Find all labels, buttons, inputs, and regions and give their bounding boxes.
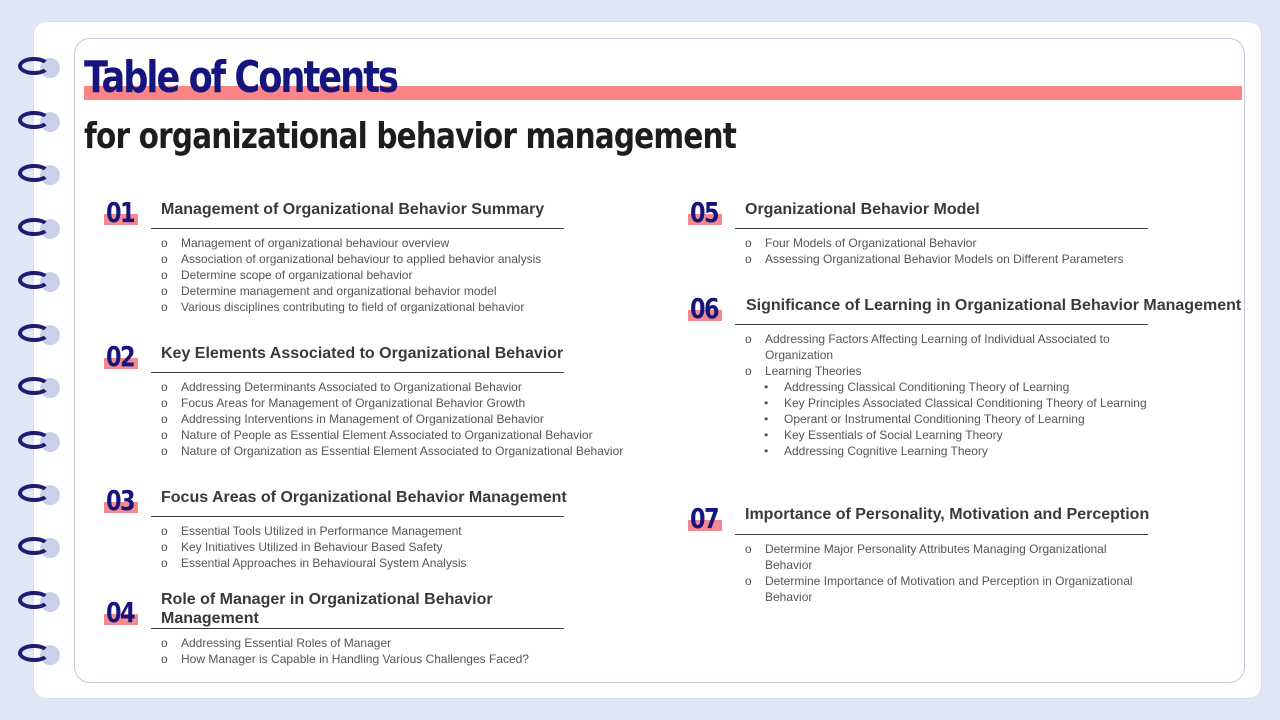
section-number-01: 01	[104, 196, 144, 234]
section-number-04: 04	[104, 596, 144, 634]
section-list-07	[745, 541, 1145, 605]
list-item: o Key Initiatives Utilized in Behaviour Based Safety	[161, 539, 467, 555]
sub-list-item: • Operant or Instrumental Conditioning Theory of Learning	[745, 411, 1150, 427]
list-item: o Various disciplines contributing to field of organizational behavior	[161, 299, 541, 315]
list-item: o Assessing Organizational Behavior Models on Different Parameters	[745, 251, 1124, 267]
list-item: o Determine Importance of Motivation and Perception in Organizational Behavior	[745, 573, 1145, 605]
section-title-05: Organizational Behavior Model	[745, 201, 980, 218]
sub-list-item: • Addressing Cognitive Learning Theory	[745, 443, 1150, 459]
spiral-ring-icon	[16, 536, 66, 562]
section-divider	[151, 628, 564, 629]
section-title-02: Key Elements Associated to Organizational Behavior	[161, 345, 564, 362]
section-title-01: Management of Organizational Behavior Summary	[161, 201, 545, 218]
list-item: o Determine management and organizational behavior model	[161, 283, 541, 299]
section-title-06: Significance of Learning in Organizational Behavior Management	[746, 297, 1242, 314]
list-item: o Management of organizational behaviour overview	[161, 235, 541, 251]
spiral-ring-icon	[16, 323, 66, 349]
list-item: o How Manager is Capable in Handling Various Challenges Faced?	[161, 651, 529, 667]
spiral-ring-icon	[16, 483, 66, 509]
section-list-06	[745, 331, 1150, 459]
spiral-ring-icon	[16, 430, 66, 456]
sub-list-item: • Key Essentials of Social Learning Theory	[745, 427, 1150, 443]
section-number-05: 05	[688, 196, 728, 234]
list-item: o Learning Theories	[745, 363, 1150, 379]
list-item: o Determine Major Personality Attributes Managing Organizational Behavior	[745, 541, 1145, 573]
section-divider	[735, 228, 1148, 229]
list-item: o Association of organizational behaviour to applied behavior analysis	[161, 251, 541, 267]
sub-list-item: • Addressing Classical Conditioning Theory of Learning	[745, 379, 1150, 395]
spiral-ring-icon	[16, 376, 66, 402]
page-title: Table of Contents	[84, 52, 397, 103]
section-list-01	[161, 235, 541, 315]
list-item: o Addressing Factors Affecting Learning of Individual Associated to Organization	[745, 331, 1150, 363]
list-item: o Addressing Interventions in Management of Organizational Behavior	[161, 411, 623, 427]
section-divider	[151, 228, 564, 229]
section-divider	[151, 372, 564, 373]
list-item: o Nature of Organization as Essential Element Associated to Organizational Behavior	[161, 443, 623, 459]
section-list-03	[161, 523, 467, 571]
section-list-02	[161, 379, 623, 459]
section-number-02: 02	[104, 340, 144, 378]
list-item: o Essential Approaches in Behavioural System Analysis	[161, 555, 467, 571]
spiral-ring-icon	[16, 56, 66, 82]
section-title-07: Importance of Personality, Motivation and Perception	[745, 506, 1150, 523]
section-number-06: 06	[688, 292, 728, 330]
spiral-ring-icon	[16, 270, 66, 296]
spiral-ring-icon	[16, 163, 66, 189]
section-divider	[735, 534, 1148, 535]
section-divider	[151, 516, 564, 517]
spiral-ring-icon	[16, 643, 66, 669]
list-item: o Focus Areas for Management of Organizational Behavior Growth	[161, 395, 623, 411]
section-number-03: 03	[104, 484, 144, 522]
section-number-07: 07	[688, 502, 728, 540]
spiral-ring-icon	[16, 217, 66, 243]
section-list-04	[161, 635, 529, 667]
sub-list-item: • Key Principles Associated Classical Conditioning Theory of Learning	[745, 395, 1150, 411]
list-item: o Nature of People as Essential Element Associated to Organizational Behavior	[161, 427, 623, 443]
section-title-03: Focus Areas of Organizational Behavior Management	[161, 489, 567, 506]
page-subtitle: for organizational behavior management	[84, 116, 737, 157]
section-divider	[735, 324, 1148, 325]
list-item: o Addressing Essential Roles of Manager	[161, 635, 529, 651]
section-list-05	[745, 235, 1124, 267]
section-title-04: Role of Manager in Organizational Behavior Management	[161, 591, 493, 627]
spiral-ring-icon	[16, 590, 66, 616]
list-item: o Essential Tools Utilized in Performance Management	[161, 523, 467, 539]
list-item: o Determine scope of organizational behavior	[161, 267, 541, 283]
list-item: o Four Models of Organizational Behavior	[745, 235, 1124, 251]
list-item: o Addressing Determinants Associated to Organizational Behavior	[161, 379, 623, 395]
spiral-ring-icon	[16, 110, 66, 136]
